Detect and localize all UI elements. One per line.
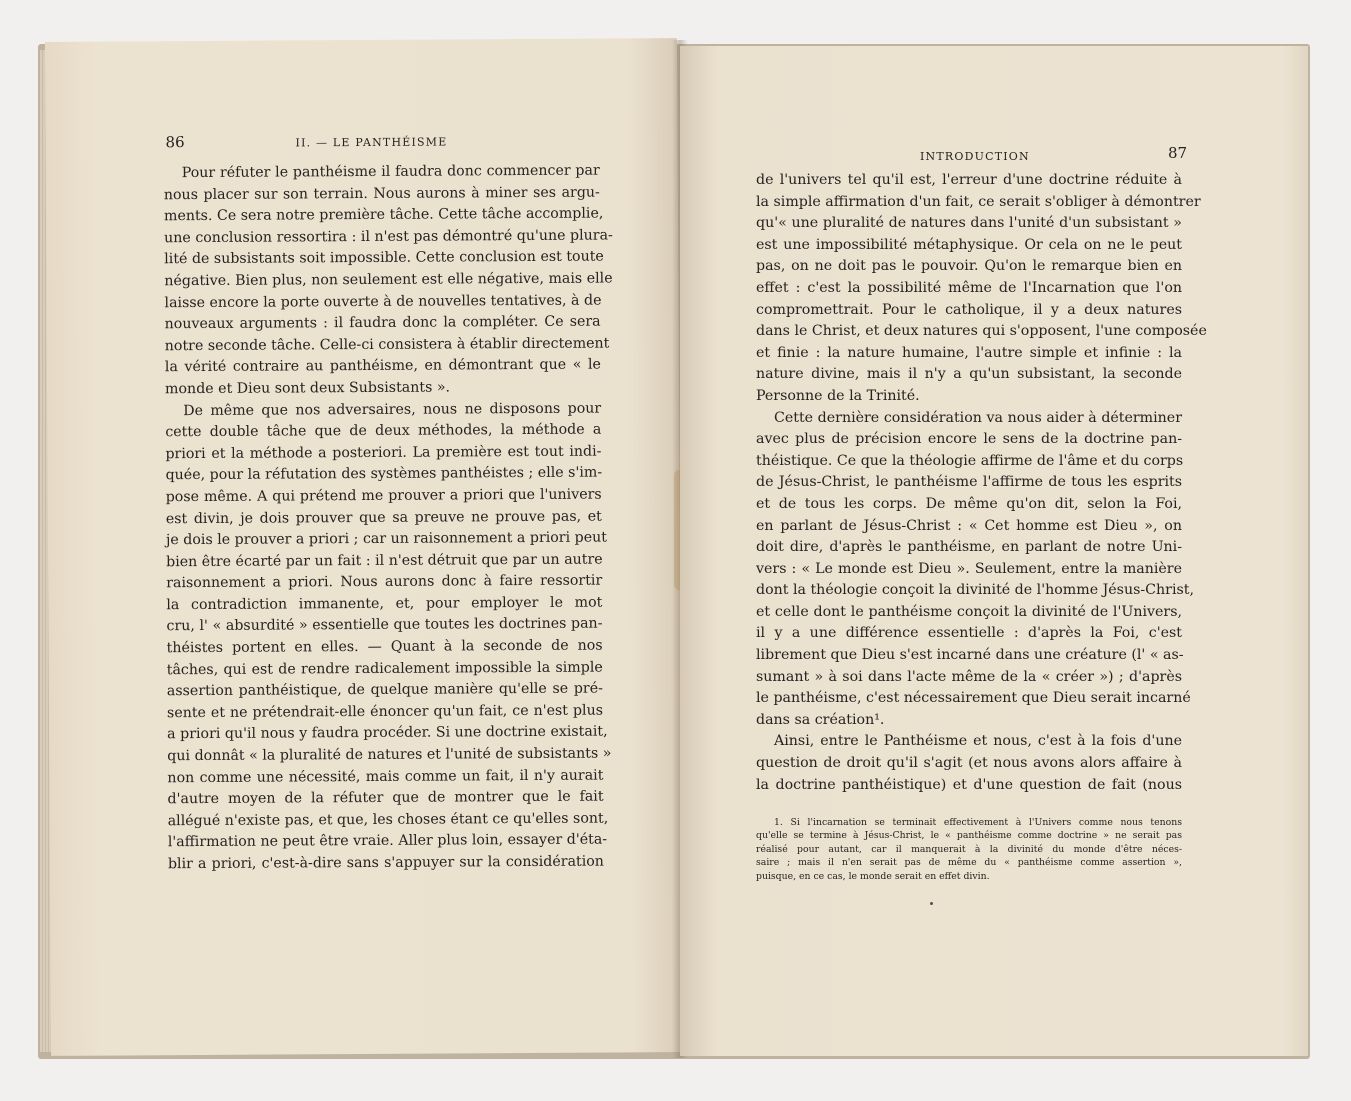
text-line: pas, on ne doit pas le pouvoir. Qu'on le remarque bien en (756, 258, 1182, 275)
left-page (45, 38, 683, 1056)
text-line: la contradiction immanente, et, pour employer le mot (166, 594, 603, 614)
text-line: qu'elle se termine à Jésus-Christ, le « panthéisme comme doctrine » ne serait pas (756, 830, 1182, 842)
text-line: De même que nos adversaires, nous ne disposons pour (183, 400, 602, 419)
right-body-text (756, 170, 1207, 796)
text-line: 1. Si l'incarnation se terminait effectivement à l'Univers comme nous tenons (774, 817, 1182, 828)
text-line: Pour réfuter le panthéisme il faudra donc commencer par (181, 162, 600, 182)
text-line: non comme une nécessité, mais comme un fait, il n'y aurait (167, 767, 604, 786)
text-line: blir a priori, c'est-à-dire sans s'appuyer sur la considération (167, 853, 604, 873)
text-line: vers : « Le monde est Dieu ». Seulement, entre la manière (756, 560, 1182, 577)
text-line: est une impossibilité métaphysique. Or cela on ne le peut (756, 236, 1182, 253)
text-line: librement que Dieu s'est incarné dans une créature (l' « as- (756, 647, 1184, 664)
text-line: la doctrine panthéistique) et d'une question de fait (nous (756, 776, 1182, 793)
text-line: avec plus de précision encore le sens de la doctrine pan- (756, 431, 1182, 448)
text-line: qu'« une pluralité de natures dans l'unité d'un subsistant » (756, 215, 1182, 232)
text-line: dans le Christ, et deux natures qui s'opposent, l'une composée (756, 323, 1207, 340)
text-line: ments. Ce sera notre première tâche. Cette tâche accomplie, (163, 205, 604, 225)
text-line: est divin, je dois prouver que sa preuve ne prouve pas, et (165, 508, 602, 527)
text-line: de Jésus-Christ, le panthéisme l'affirme de tous les esprits (756, 474, 1182, 491)
right-page-number: 87 (1168, 144, 1188, 162)
text-line: réalisé pour autant, car il manquerait à la divinité du monde d'être néces- (756, 843, 1182, 855)
text-line: saire ; mais il n'en serait pas de même du « panthéisme comme assertion », (756, 857, 1182, 869)
text-line: négative. Bien plus, non seulement est elle négative, mais elle (164, 270, 613, 290)
text-line: qui donnât « la pluralité de natures et l'unité de subsistants » (167, 745, 612, 765)
text-line: raisonnement a priori. Nous aurons donc à faire ressortir (166, 572, 603, 592)
text-line: il y a une différence essentielle : d'après la Foi, c'est (756, 625, 1182, 642)
text-line: théistes portent en elles. — Quant à la seconde de nos (166, 637, 603, 657)
text-line: le panthéisme, c'est nécessairement que Dieu serait incarné (756, 690, 1191, 707)
right-page (680, 46, 1308, 1056)
text-line: d'autre moyen de la réfuter que de montrer que le fait (167, 788, 604, 808)
text-line: dans sa création¹. (756, 711, 885, 728)
text-line: sumant » à soi dans l'acte même de la « créer ») ; d'après (756, 668, 1182, 685)
text-line: de l'univers tel qu'il est, l'erreur d'une doctrine réduite à (756, 172, 1182, 188)
text-line: l'affirmation ne peut être vraie. Aller plus loin, essayer d'éta- (167, 831, 608, 851)
text-line: puisque, en ce cas, le monde serait en effet divin. (756, 870, 990, 882)
left-running-head: II. — LE PANTHÉISME (295, 135, 448, 150)
left-page-number: 86 (165, 133, 185, 152)
text-line: cette double tâche que de deux méthodes, la méthode a (165, 421, 602, 441)
ink-dot (930, 902, 933, 905)
text-line: monde et Dieu sont deux Subsistants ». (164, 379, 451, 398)
text-line: tâches, qui est de rendre radicalement impossible la simple (166, 659, 603, 678)
text-line: priori et la méthode a posteriori. La première est tout indi- (165, 443, 602, 462)
text-line: nature divine, mais il n'y a qu'un subsistant, la seconde (756, 366, 1182, 383)
text-line: et finie : la nature humaine, l'autre simple et infinie : la (756, 344, 1182, 361)
text-line: assertion panthéistique, de quelque manière qu'elle se pré- (166, 680, 603, 700)
text-line: question de droit qu'il s'agit (et nous avons alors affaire à (756, 755, 1182, 772)
text-line: pose même. A qui prétend me prouver a priori que l'univers (165, 486, 602, 506)
text-line: dont la théologie conçoit la divinité de l'homme Jésus-Christ, (756, 582, 1194, 599)
text-line: compromettrait. Pour le catholique, il y a deux natures (756, 301, 1182, 318)
text-line: théistique. Ce que la théologie affirme de l'âme et du corps (756, 452, 1184, 469)
footnote (756, 816, 1182, 883)
text-line: doit dire, d'après le panthéisme, en parlant de notre Uni- (756, 539, 1182, 556)
text-line: bien être écarté par un fait : il n'est détruit que par un autre (166, 551, 603, 570)
text-line: Ainsi, entre le Panthéisme et nous, c'est à la fois d'une (774, 733, 1182, 750)
text-line: lité de subsistants soit impossible. Cette conclusion est toute (164, 248, 604, 268)
right-running-head: INTRODUCTION (920, 150, 1030, 163)
text-line: la simple affirmation d'un fait, ce serait s'obliger à démontrer (756, 193, 1201, 210)
text-line: nous placer sur son terrain. Nous aurons à miner ses argu- (163, 184, 600, 203)
text-line: en parlant de Jésus-Christ : « Cet homme est Dieu », on (756, 517, 1182, 534)
text-line: une conclusion ressortira : il n'est pas démontré qu'une plura- (164, 227, 613, 246)
text-line: notre seconde tâche. Celle-ci consistera à établir directement (164, 335, 610, 354)
text-line: effet : c'est la possibilité même de l'Incarnation que l'on (756, 279, 1182, 296)
text-line: et celle dont le panthéisme conçoit la divinité de l'Univers, (756, 603, 1182, 620)
left-body-text (163, 161, 613, 876)
text-line: quée, pour la réfutation des systèmes panthéistes ; elle s'im- (165, 464, 603, 484)
text-line: je dois le prouver a priori ; car un raisonnement a priori peut (165, 529, 607, 549)
text-line: a priori qu'il nous y faudra procéder. Si une doctrine existait, (167, 723, 608, 743)
text-line: Personne de la Trinité. (756, 387, 920, 404)
text-line: nouveaux arguments : il faudra donc la compléter. Ce sera (164, 313, 601, 333)
text-line: laisse encore la porte ouverte à de nouvelles tentatives, à de (164, 292, 602, 311)
text-line: sente et ne prétendrait-elle énoncer qu'un fait, ce n'est plus (166, 702, 604, 722)
text-line: la vérité contraire au panthéisme, en démontrant que « le (164, 356, 601, 376)
text-line: cru, l' « absurdité » essentielle que toutes les doctrines pan- (166, 616, 603, 635)
text-line: et de tous les corps. De même qu'on dit, selon la Foi, (756, 495, 1182, 512)
text-line: allégué n'existe pas, et que, les choses étant ce qu'elles sont, (167, 810, 609, 830)
text-line: Cette dernière considération va nous aider à déterminer (774, 409, 1182, 426)
